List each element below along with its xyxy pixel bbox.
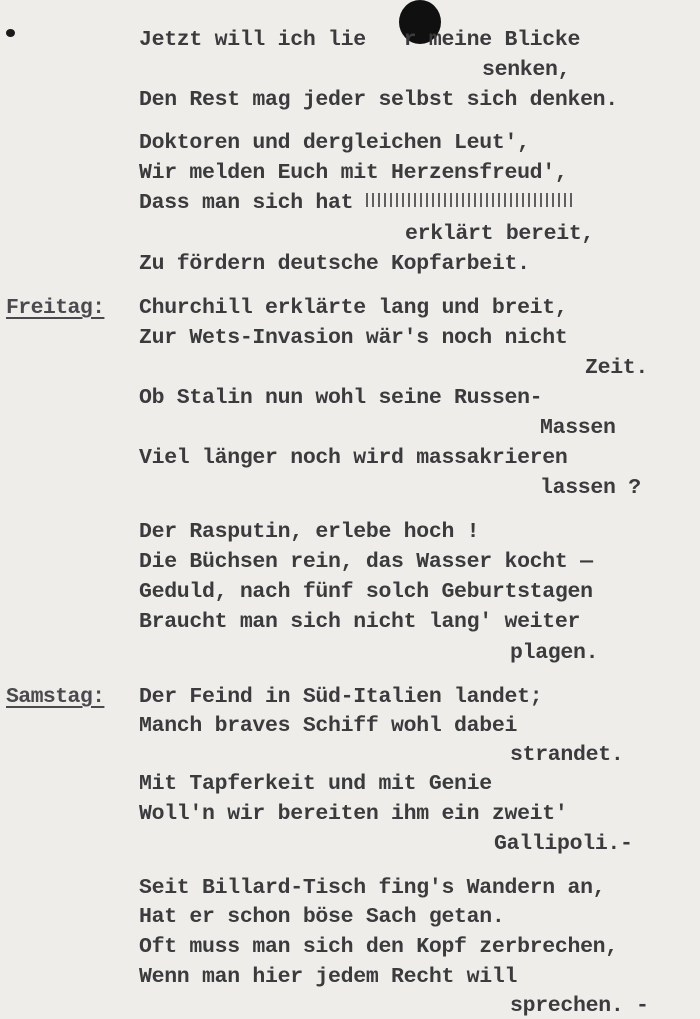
poem-line: Wir melden Euch mit Herzensfreud',: [139, 161, 568, 185]
poem-line: Massen: [540, 416, 616, 440]
poem-line: Den Rest mag jeder selbst sich denken.: [139, 88, 618, 112]
poem-line: sprechen. -: [510, 994, 649, 1018]
poem-line: Woll'n wir bereiten ihm ein zweit': [139, 802, 568, 826]
day-label-friday: Freitag:: [6, 296, 105, 320]
poem-line: Der Rasputin, erlebe hoch !: [139, 520, 480, 544]
poem-line: senken,: [482, 58, 571, 82]
poem-line: Doktoren und dergleichen Leut',: [139, 131, 530, 155]
poem-line: Wenn man hier jedem Recht will: [139, 965, 518, 989]
poem-line: Hat er schon böse Sach getan.: [139, 905, 505, 929]
poem-line: Geduld, nach fünf solch Geburtstagen: [139, 580, 593, 604]
poem-line: Viel länger noch wird massakrieren: [139, 446, 568, 470]
day-label-saturday: Samstag:: [6, 685, 105, 709]
poem-line: Zur Wets-Invasion wär's noch nicht: [139, 326, 568, 350]
poem-line: Seit Billard-Tisch fing's Wandern an,: [139, 876, 606, 900]
poem-line: Oft muss man sich den Kopf zerbrechen,: [139, 935, 618, 959]
poem-line: Mit Tapferkeit und mit Genie: [139, 772, 492, 796]
poem-line: Manch braves Schiff wohl dabei: [139, 714, 518, 738]
poem-line: Zeit.: [585, 356, 649, 380]
struck-out-text: [366, 193, 572, 207]
poem-line: strandet.: [510, 743, 624, 767]
poem-line: [139, 191, 572, 215]
poem-line: lassen ?: [540, 476, 641, 500]
ink-dot: [6, 29, 15, 37]
poem-line: Gallipoli.-: [494, 832, 633, 856]
poem-line: Zu fördern deutsche Kopfarbeit.: [139, 252, 530, 276]
poem-line: erklärt bereit,: [405, 222, 595, 246]
poem-line: Braucht man sich nicht lang' weiter: [139, 610, 581, 634]
poem-line: plagen.: [510, 641, 599, 665]
poem-line: Der Feind in Süd-Italien landet;: [139, 685, 543, 709]
poem-line: Ob Stalin nun wohl seine Russen-: [139, 386, 543, 410]
poem-line: Die Büchsen rein, das Wasser kocht —: [139, 550, 593, 574]
poem-line: Churchill erklärte lang und breit,: [139, 296, 568, 320]
poem-line: Jetzt will ich lie r meine Blicke: [139, 28, 581, 52]
poem-line-text: Dass man sich hat: [139, 191, 366, 215]
